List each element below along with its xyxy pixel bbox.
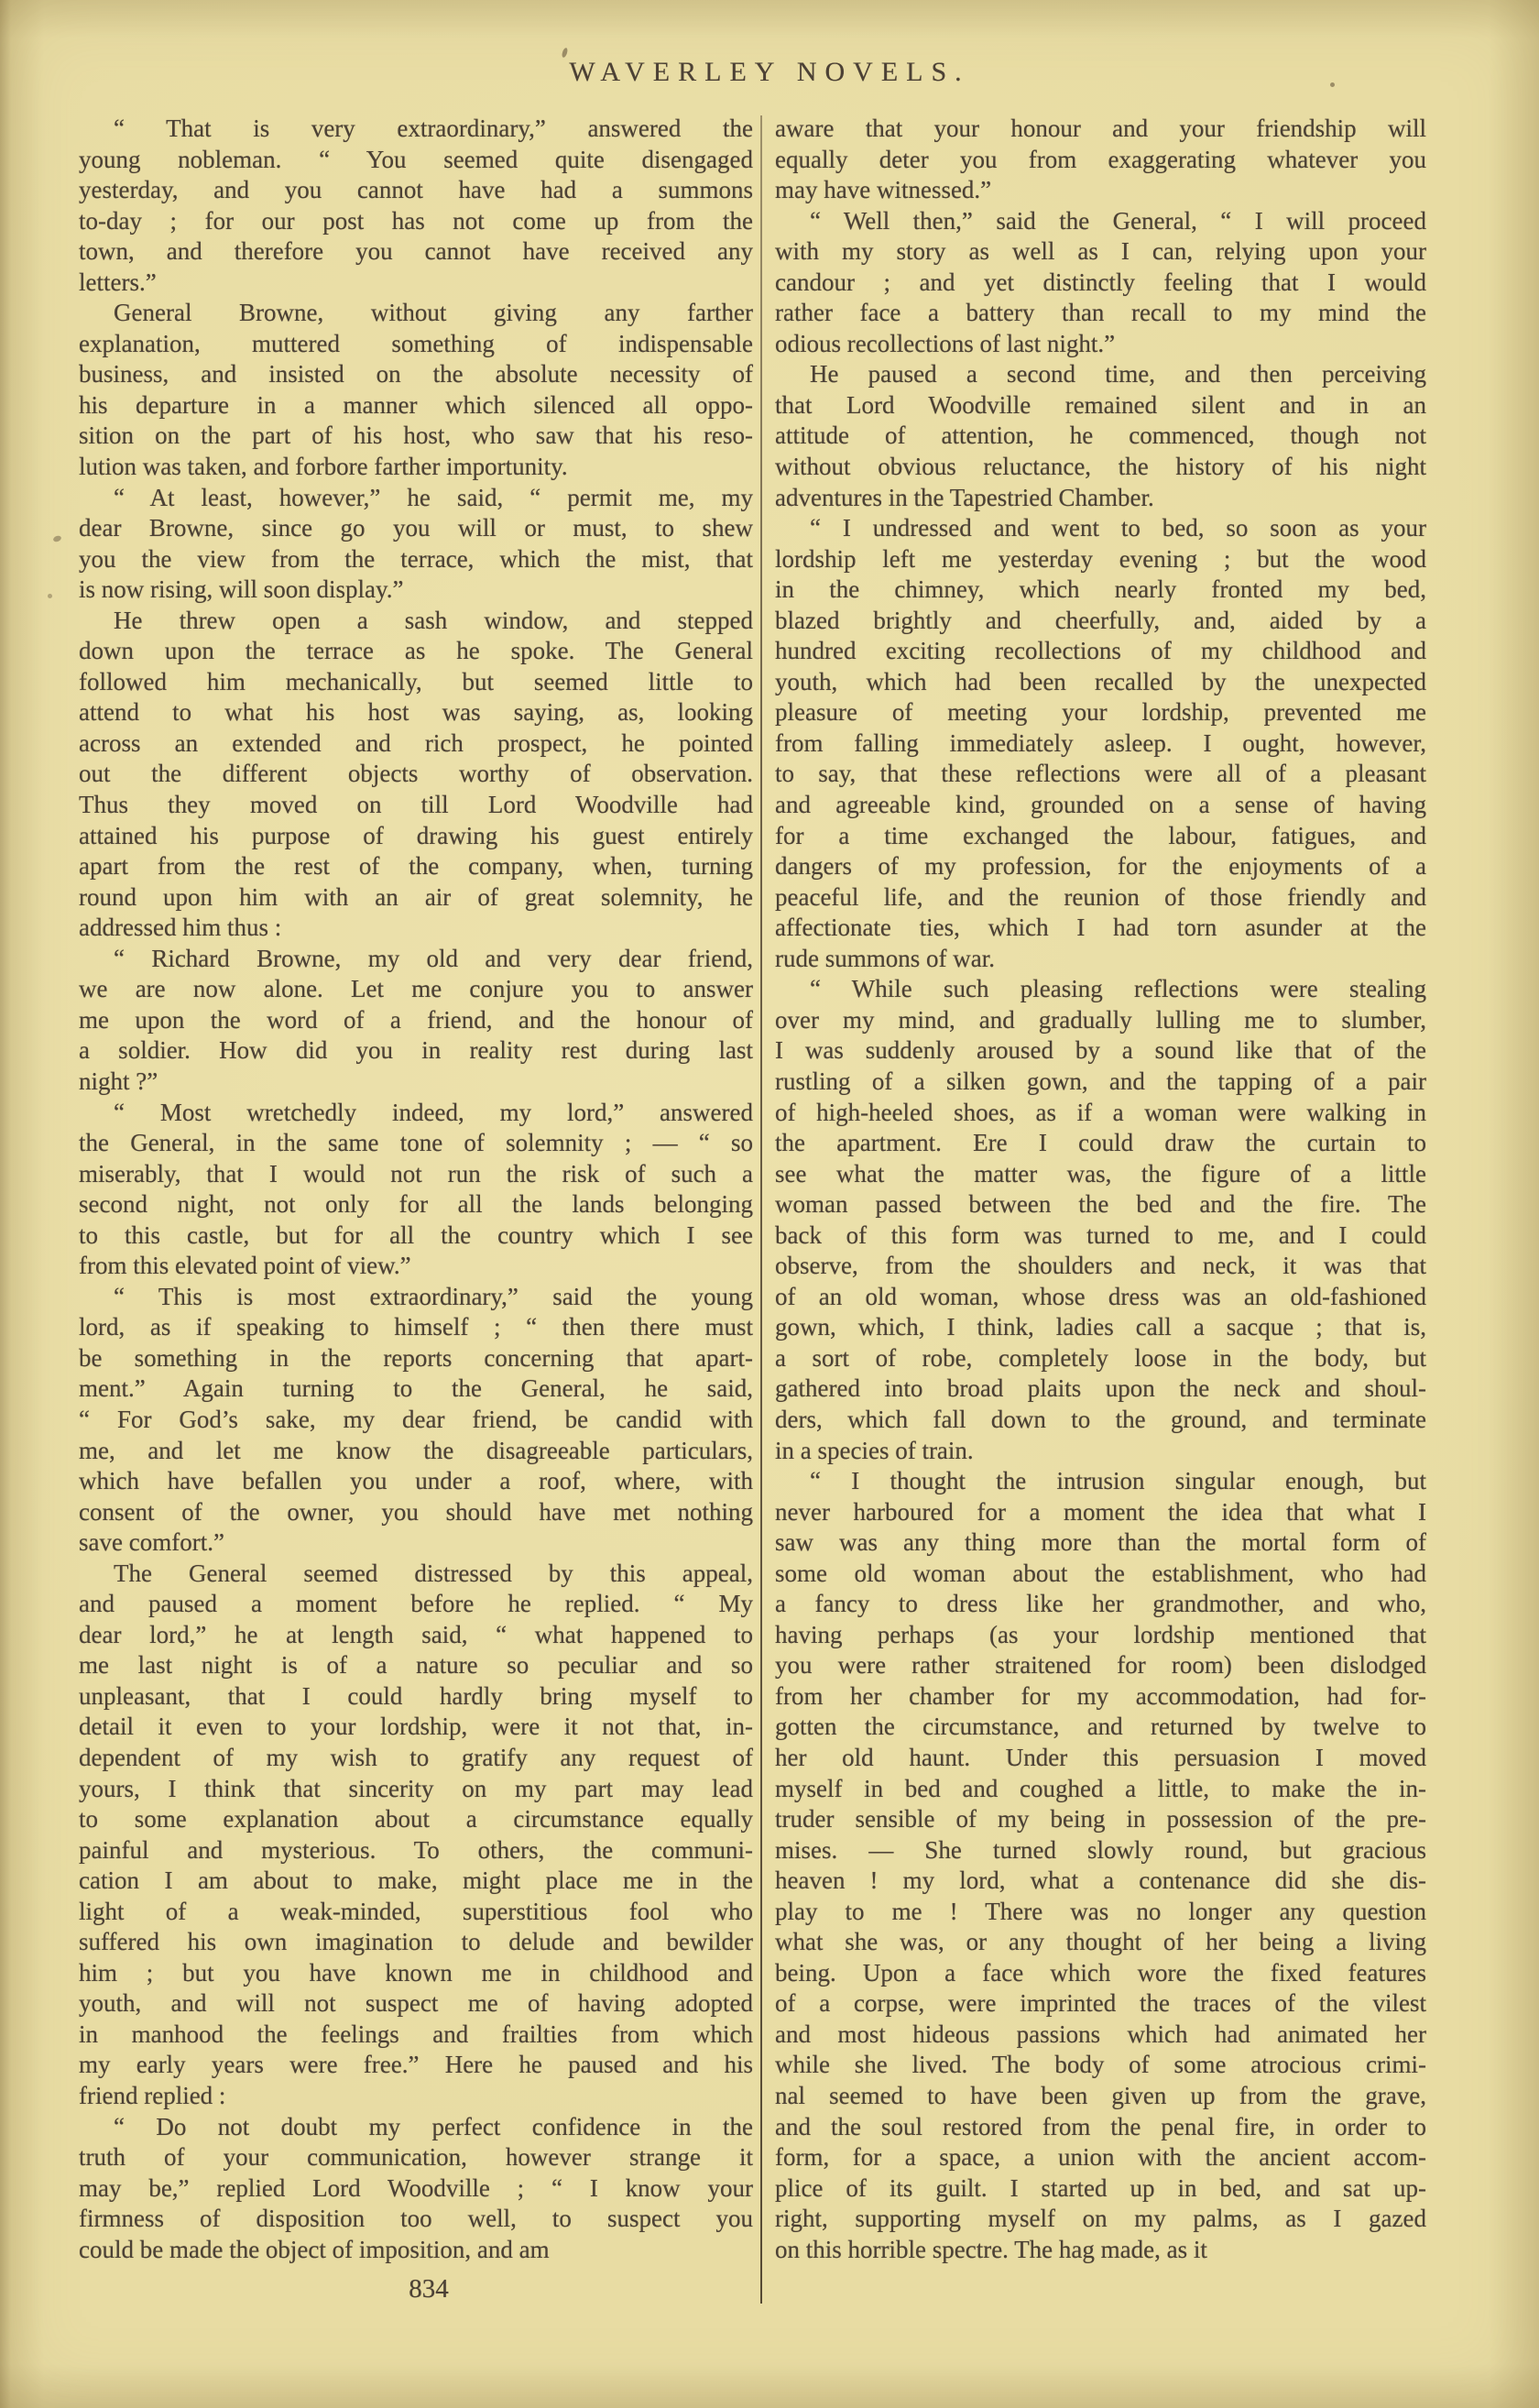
text-line: and paused a moment before he replied. “ My <box>79 1590 753 1618</box>
text-line: her old haunt. Under this persuasion I moved <box>775 1743 1426 1771</box>
text-line: having perhaps (as your lordship mentioned that <box>775 1620 1426 1648</box>
paragraph <box>775 1466 1426 2265</box>
text-line: we are now alone. Let me conjure you to answer <box>79 975 753 1003</box>
text-line: with my story as well as I can, relying upon your <box>775 237 1426 266</box>
text-line: without obvious reluctance, the history of his night <box>775 453 1426 481</box>
text-line: may have witnessed.” <box>775 176 992 204</box>
text-line: odious recollections of last night.” <box>775 329 1116 357</box>
ink-speck <box>48 594 52 598</box>
text-line: his departure in a manner which silenced all oppo- <box>79 390 753 419</box>
text-line: could be made the object of imposition, and am <box>79 2235 550 2263</box>
text-line: I was suddenly aroused by a sound like that of the <box>775 1036 1426 1065</box>
text-line: consent of the owner, you should have met nothing <box>79 1497 753 1526</box>
text-line: “ This is most extraordinary,” said the young <box>114 1282 753 1310</box>
text-line: right, supporting myself on my palms, as I gazed <box>775 2205 1426 2233</box>
text-line: “ I undressed and went to bed, so soon as your <box>810 514 1426 542</box>
text-line: addressed him thus : <box>79 914 282 942</box>
text-line: a sort of robe, completely loose in the body, but <box>775 1343 1426 1372</box>
text-line: what she was, or any thought of her being a living <box>775 1928 1426 1956</box>
text-line: The General seemed distressed by this appeal, <box>114 1559 753 1587</box>
text-line: adventures in the Tapestried Chamber. <box>775 483 1154 511</box>
text-line: night ?” <box>79 1067 158 1095</box>
text-line: youth, and will not suspect me of having adopted <box>79 1989 753 2018</box>
text-line: the apartment. Ere I could draw the curtain to <box>775 1129 1426 1157</box>
text-line: “ That is very extraordinary,” answered the <box>114 115 753 142</box>
paragraph <box>79 298 753 482</box>
text-line: “ At least, however,” he said, “ permit me, my <box>114 483 753 511</box>
paragraph <box>79 114 753 298</box>
text-line: to this castle, but for all the country which I see <box>79 1220 753 1249</box>
text-line: gotten the circumstance, and returned by twelve to <box>775 1713 1426 1741</box>
text-line: while she lived. The body of some atrocious crimi- <box>775 2051 1426 2079</box>
text-line: dear Browne, since go you will or must, to shew <box>79 514 753 542</box>
text-line: followed him mechanically, but seemed little to <box>79 667 753 695</box>
paragraph <box>79 1098 753 1282</box>
text-line: be something in the reports concerning that apart- <box>79 1343 753 1372</box>
text-line: saw was any thing more than the mortal form of <box>775 1528 1426 1557</box>
text-line: aware that your honour and your friendship will <box>775 115 1426 142</box>
text-line: is now rising, will soon display.” <box>79 575 404 604</box>
text-line: sition on the part of his host, who saw that his reso- <box>79 421 753 450</box>
text-line: explanation, muttered something of indispensable <box>79 329 753 357</box>
text-line: nal seemed to have been given up from the grave, <box>775 2082 1426 2109</box>
text-line: blazed brightly and cheerfully, and, aided by a <box>775 606 1426 634</box>
text-line: and most hideous passions which had animated her <box>775 2019 1426 2048</box>
text-line: attend to what his host was saying, as, looking <box>79 698 753 727</box>
text-line: Thus they moved on till Lord Woodville had <box>79 791 753 819</box>
paragraph <box>775 974 1426 1466</box>
text-line: observe, from the shoulders and neck, it was that <box>775 1252 1426 1280</box>
text-line: young nobleman. “ You seemed quite disengaged <box>79 145 753 173</box>
text-line: pleasure of meeting your lordship, prevented me <box>775 698 1426 727</box>
text-line: heaven ! my lord, what a contenance did she dis- <box>775 1866 1426 1895</box>
text-line: unpleasant, that I could hardly bring myself to <box>79 1681 753 1710</box>
text-line: to say, that these reflections were all of a pleasant <box>775 760 1426 788</box>
text-line: a soldier. How did you in reality rest during last <box>79 1036 753 1065</box>
text-line: miserably, that I would not run the risk of such a <box>79 1159 753 1188</box>
text-line: lordship left me yesterday evening ; but the wood <box>775 544 1426 573</box>
text-line: plice of its guilt. I started up in bed, and sat up- <box>775 2173 1426 2202</box>
text-line: “ For God’s sake, my dear friend, be candid with <box>79 1405 753 1433</box>
text-line: mises. — She turned slowly round, but gracious <box>775 1835 1426 1864</box>
text-line: truth of your communication, however strange it <box>79 2143 753 2172</box>
paragraph <box>775 114 1426 206</box>
text-line: light of a weak-minded, superstitious fool who <box>79 1897 753 1925</box>
paragraph <box>79 1282 753 1559</box>
text-line: of high-heeled shoes, as if a woman were walking in <box>775 1098 1426 1126</box>
text-line: apart from the rest of the company, when, turning <box>79 852 753 881</box>
text-line: round upon him with an air of great solemnity, he <box>79 882 753 911</box>
text-line: to-day ; for our post has not come up from the <box>79 206 753 235</box>
text-line: save comfort.” <box>79 1528 224 1557</box>
text-line: “ Richard Browne, my old and very dear friend, <box>114 944 753 972</box>
text-line: on this horrible spectre. The hag made, as it <box>775 2235 1207 2263</box>
text-line: attitude of attention, he commenced, though not <box>775 421 1426 450</box>
text-line: form, for a space, a union with the ancient accom- <box>775 2143 1426 2172</box>
text-line: ment.” Again turning to the General, he said, <box>79 1374 753 1403</box>
text-line: suffered his own imagination to delude and bewilder <box>79 1928 753 1956</box>
text-line: equally deter you from exaggerating whatever you <box>775 145 1426 173</box>
text-line: painful and mysterious. To others, the communi- <box>79 1835 753 1864</box>
text-line: gown, which, I think, ladies call a sacque ; that is, <box>775 1313 1426 1341</box>
text-line: dangers of my profession, for the enjoyments of a <box>775 852 1426 881</box>
text-line: candour ; and yet distinctly feeling that I would <box>775 268 1426 296</box>
text-line: detail it even to your lordship, were it not that, in- <box>79 1713 753 1741</box>
text-line: rude summons of war. <box>775 944 995 972</box>
paragraph <box>79 2112 753 2266</box>
text-line: may be,” replied Lord Woodville ; “ I know your <box>79 2173 753 2202</box>
text-line: attained his purpose of drawing his guest entirely <box>79 821 753 849</box>
text-line: and agreeable kind, grounded on a sense of having <box>775 791 1426 819</box>
text-line: second night, not only for all the lands belonging <box>79 1190 753 1219</box>
text-line: a fancy to dress like her grandmother, and who, <box>775 1590 1426 1618</box>
text-line: that Lord Woodville remained silent and in an <box>775 390 1426 419</box>
text-line: some old woman about the establishment, who had <box>775 1559 1426 1587</box>
paragraph <box>79 483 753 606</box>
text-line: “ Do not doubt my perfect confidence in the <box>114 2112 753 2140</box>
text-line: being. Upon a face which wore the fixed features <box>775 1958 1426 1987</box>
text-line: rather face a battery than recall to my mind the <box>775 299 1426 327</box>
text-line: you the view from the terrace, which the mist, that <box>79 544 753 573</box>
text-line: me last night is of a nature so peculiar and so <box>79 1651 753 1680</box>
paragraph <box>775 513 1426 974</box>
text-line: out the different objects worthy of observation. <box>79 760 753 788</box>
text-line: yesterday, and you cannot have had a summons <box>79 176 753 204</box>
text-line: youth, which had been recalled by the unexpected <box>775 667 1426 695</box>
running-head: WAVERLEY NOVELS. <box>569 57 970 87</box>
text-line: hundred exciting recollections of my childhood and <box>775 637 1426 665</box>
paragraph <box>79 1559 753 2112</box>
text-line: from falling immediately asleep. I ought, however, <box>775 728 1426 757</box>
text-line: which have befallen you under a roof, where, with <box>79 1467 753 1495</box>
text-line: me, and let me know the disagreeable particulars, <box>79 1436 753 1464</box>
text-line: firmness of disposition too well, to suspect you <box>79 2205 753 2233</box>
text-line: He paused a second time, and then perceiving <box>810 360 1426 389</box>
text-line: never harboured for a moment the idea that what I <box>775 1497 1426 1526</box>
text-line: “ Most wretchedly indeed, my lord,” answered <box>114 1098 753 1126</box>
text-line: my early years were free.” Here he paused and his <box>79 2051 753 2079</box>
text-line: see what the matter was, the figure of a little <box>775 1159 1426 1188</box>
page-number: 834 <box>409 2274 449 2304</box>
paragraph <box>79 944 753 1098</box>
text-line: him ; but you have known me in childhood and <box>79 1958 753 1987</box>
text-line: and the soul restored from the penal fire, in order to <box>775 2112 1426 2140</box>
text-line: lord, as if speaking to himself ; “ then there must <box>79 1313 753 1341</box>
text-column-right <box>775 114 1426 2265</box>
text-line: gathered into broad plaits upon the neck and shoul- <box>775 1374 1426 1403</box>
text-line: ders, which fall down to the ground, and terminate <box>775 1405 1426 1433</box>
text-line: the General, in the same tone of solemnity ; — “ so <box>79 1129 753 1157</box>
text-line: cation I am about to make, might place me in the <box>79 1866 753 1895</box>
text-line: in manhood the feelings and frailties from which <box>79 2019 753 2048</box>
text-line: town, and therefore you cannot have received any <box>79 237 753 266</box>
text-line: dear lord,” he at length said, “ what happened to <box>79 1620 753 1648</box>
text-line: you were rather straitened for room) been dislodged <box>775 1651 1426 1680</box>
text-line: “ Well then,” said the General, “ I will proceed <box>810 206 1426 235</box>
text-line: of a corpse, were imprinted the traces of the vilest <box>775 1989 1426 2018</box>
text-line: “ While such pleasing reflections were stealing <box>810 975 1426 1003</box>
column-divider-rule <box>760 115 762 2304</box>
paragraph <box>79 606 753 944</box>
text-line: yours, I think that sincerity on my part may lead <box>79 1774 753 1802</box>
text-line: of an old woman, whose dress was an old-fashioned <box>775 1282 1426 1310</box>
text-line: General Browne, without giving any farther <box>114 299 753 327</box>
text-line: for a time exchanged the labour, fatigues, and <box>775 821 1426 849</box>
paragraph <box>775 206 1426 360</box>
text-line: in the chimney, which nearly fronted my bed, <box>775 575 1426 604</box>
text-line: back of this form was turned to me, and I could <box>775 1220 1426 1249</box>
text-line: across an extended and rich prospect, he pointed <box>79 728 753 757</box>
text-line: affectionate ties, which I had torn asunder at the <box>775 914 1426 942</box>
text-line: from this elevated point of view.” <box>79 1252 411 1280</box>
text-line: lution was taken, and forbore farther importunity. <box>79 453 568 481</box>
text-line: business, and insisted on the absolute necessity of <box>79 360 753 389</box>
text-line: He threw open a sash window, and stepped <box>114 606 753 634</box>
ink-speck <box>1330 82 1335 87</box>
text-line: me upon the word of a friend, and the honour of <box>79 1005 753 1034</box>
text-line: friend replied : <box>79 2082 226 2109</box>
text-line: dependent of my wish to gratify any request of <box>79 1743 753 1771</box>
text-line: from her chamber for my accommodation, had for- <box>775 1681 1426 1710</box>
text-line: over my mind, and gradually lulling me to slumber, <box>775 1005 1426 1034</box>
text-line: letters.” <box>79 268 157 296</box>
text-line: in a species of train. <box>775 1436 974 1464</box>
text-line: down upon the terrace as he spoke. The General <box>79 637 753 665</box>
ink-speck <box>52 535 62 543</box>
text-line: to some explanation about a circumstance equally <box>79 1805 753 1833</box>
text-line: truder sensible of my being in possession of the pre- <box>775 1805 1426 1833</box>
paragraph <box>775 359 1426 513</box>
text-column-left <box>79 114 753 2265</box>
text-line: “ I thought the intrusion singular enough, but <box>810 1467 1426 1495</box>
text-line: woman passed between the bed and the fire. The <box>775 1190 1426 1219</box>
text-line: myself in bed and coughed a little, to make the in- <box>775 1774 1426 1802</box>
text-line: play to me ! There was no longer any question <box>775 1897 1426 1925</box>
text-line: rustling of a silken gown, and the tapping of a pair <box>775 1067 1426 1095</box>
text-line: peaceful life, and the reunion of those friendly and <box>775 882 1426 911</box>
